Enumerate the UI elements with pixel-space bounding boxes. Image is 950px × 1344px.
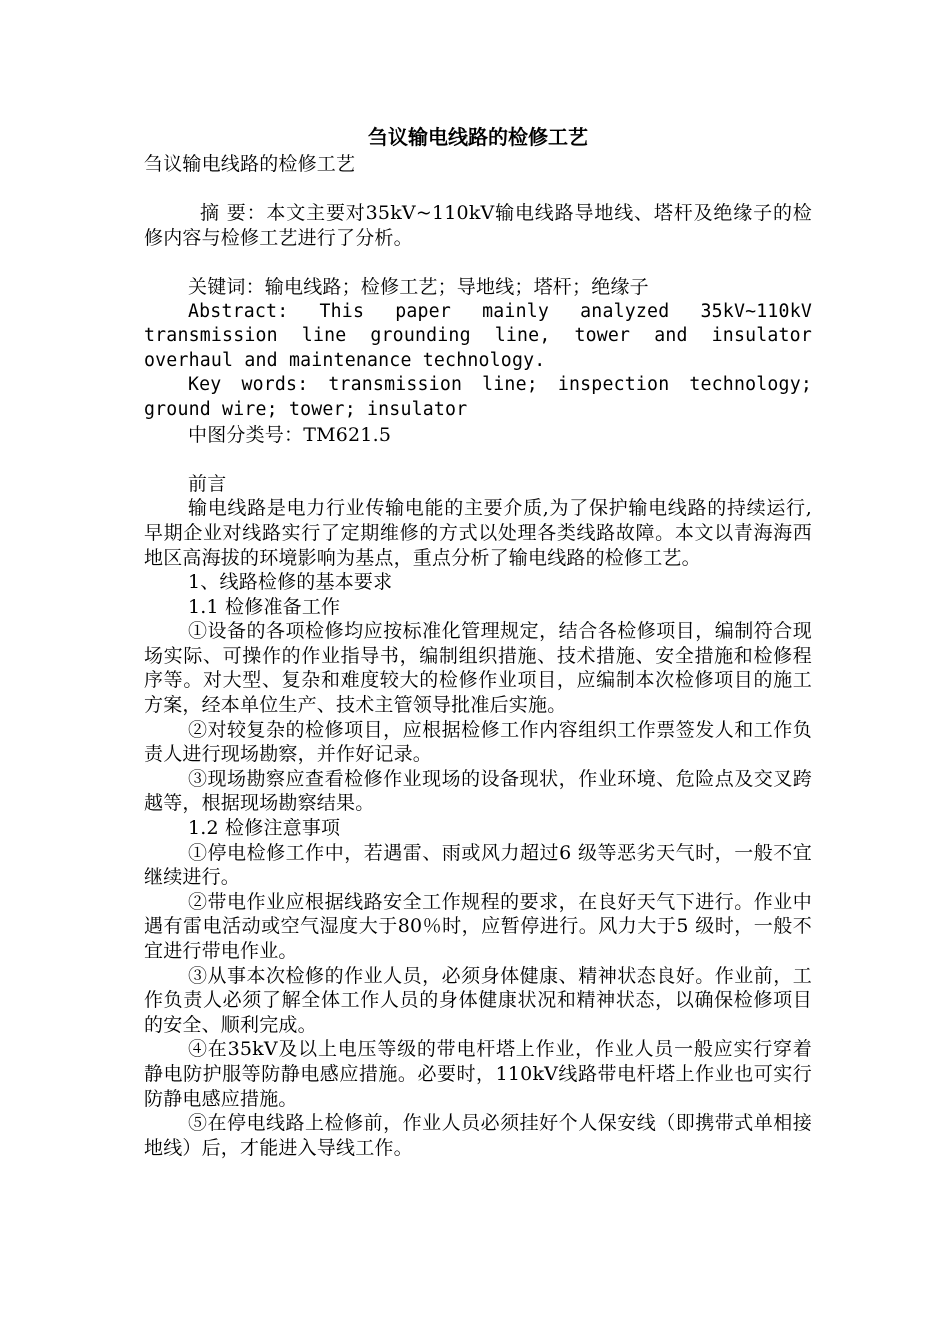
document-page <box>144 122 812 1160</box>
section-1-2-item: ④在35kV及以上电压等级的带电杆塔上作业，作业人员一般应实行穿着静电防护服等防静电感应措施。必要时，110kV线路带电杆塔上作业也可实行防静电感应措施。 <box>144 1038 812 1110</box>
section-1-2-item: ①停电检修工作中，若遇雷、雨或风力超过6 级等恶劣天气时，一般不宜继续进行。 <box>144 841 812 889</box>
section-1-heading: 1、线路检修的基本要求 <box>188 571 393 594</box>
section-1-2-item: ⑤在停电线路上检修前，作业人员必须挂好个人保安线（即携带式单相接地线）后，才能进入导线工作。 <box>144 1112 812 1159</box>
preface-heading: 前言 <box>188 472 227 495</box>
section-1-2-item: ③从事本次检修的作业人员，必须身体健康、精神状态良好。作业前，工作负责人必须了解全体工作人员的身体健康状况和精神状态，以确保检修项目的安全、顺利完成。 <box>144 964 812 1036</box>
abstract-en: Abstract: This paper mainly analyzed 35kV~110kV transmission line grounding line, tower and insulator overhaul and maintenance technology. <box>144 300 812 371</box>
section-1-1-item: ②对较复杂的检修项目，应根据检修工作内容组织工作票签发人和工作负责人进行现场勘察，并作好记录。 <box>144 718 812 766</box>
document-subtitle: 刍议输电线路的检修工艺 <box>144 153 356 175</box>
blank-line <box>144 250 812 275</box>
preface-paragraph: 输电线路是电力行业传输电能的主要介质,为了保护输电线路的持续运行,早期企业对线路实行了定期维修的方式以处理各类线路故障。本文以青海海西地区高海拔的环境影响为基点，重点分析了输电线路的检修工艺。 <box>144 497 812 569</box>
section-1-2-heading: 1.2 检修注意事项 <box>188 817 341 840</box>
keywords-en: Key words: transmission line; inspection technology; ground wire; tower; insulator <box>144 374 812 420</box>
section-1-1-item: ③现场勘察应查看检修作业现场的设备现状，作业环境、危险点及交叉跨越等，根据现场勘察结果。 <box>144 767 812 815</box>
classification-number: 中图分类号：TM621.5 <box>188 423 392 446</box>
document-title: 刍议输电线路的检修工艺 <box>368 125 588 149</box>
section-1-1-heading: 1.1 检修准备工作 <box>188 595 341 618</box>
section-1-2-item: ②带电作业应根据线路安全工作规程的要求，在良好天气下进行。作业中遇有雷电活动或空气湿度大于80％时，应暂停进行。风力大于5 级时，一般不宜进行带电作业。 <box>144 890 812 962</box>
blank-line <box>144 447 812 472</box>
blank-line <box>144 177 812 202</box>
section-1-1-item: ①设备的各项检修均应按标准化管理规定，结合各检修项目，编制符合现场实际、可操作的作业指导书，编制组织措施、技术措施、安全措施和检修程序等。对大型、复杂和难度较大的检修作业项目，应编制本次检修项目的施工方案，经本单位生产、技术主管领导批准后实施。 <box>144 620 812 717</box>
keywords-cn: 关键词：输电线路；检修工艺；导地线；塔杆；绝缘子 <box>188 275 649 298</box>
abstract-cn: 摘 要：本文主要对35kV~110kV输电线路导地线、塔杆及绝缘子的检修内容与检修工艺进行了分析。 <box>144 202 812 249</box>
